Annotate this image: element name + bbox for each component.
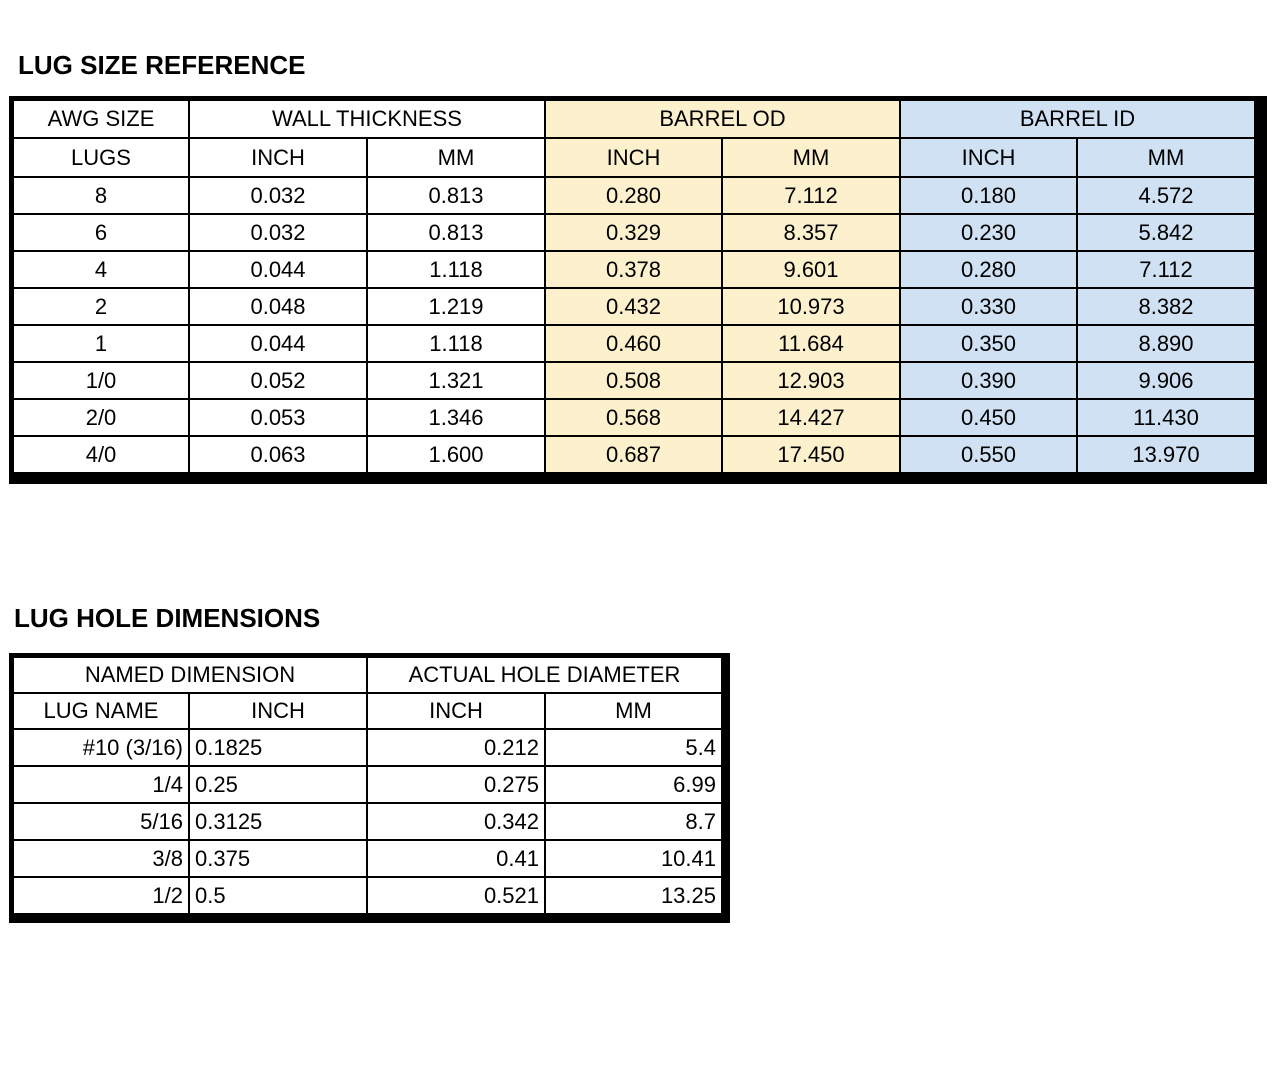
column-header-cell: LUG NAME xyxy=(14,694,188,728)
table-cell: 0.230 xyxy=(901,215,1076,250)
table-cell: 0.044 xyxy=(190,252,366,287)
table-cell: 0.41 xyxy=(368,841,544,876)
table-cell: 0.432 xyxy=(546,289,721,324)
column-header-cell: LUGS xyxy=(14,139,188,176)
table-cell: 2 xyxy=(14,289,188,324)
column-header-cell: INCH xyxy=(368,694,544,728)
group-header-cell: WALL THICKNESS xyxy=(190,101,544,137)
table-cell: 13.970 xyxy=(1078,437,1254,472)
table-cell: 10.973 xyxy=(723,289,899,324)
column-header-cell: INCH xyxy=(546,139,721,176)
table-cell: 0.052 xyxy=(190,363,366,398)
table-cell: 0.460 xyxy=(546,326,721,361)
table-cell: 11.684 xyxy=(723,326,899,361)
table-cell: 0.813 xyxy=(368,215,544,250)
table-cell: 1.118 xyxy=(368,326,544,361)
group-header-cell: ACTUAL HOLE DIAMETER xyxy=(368,658,721,692)
lug-hole-dimensions-table xyxy=(9,653,730,923)
table-cell: 0.687 xyxy=(546,437,721,472)
table-cell: 12.903 xyxy=(723,363,899,398)
table-cell: 11.430 xyxy=(1078,400,1254,435)
table-cell: 9.601 xyxy=(723,252,899,287)
table-cell: 0.032 xyxy=(190,178,366,213)
table-cell: 0.330 xyxy=(901,289,1076,324)
table-cell: 10.41 xyxy=(546,841,721,876)
table-cell: 0.813 xyxy=(368,178,544,213)
table-cell: 8 xyxy=(14,178,188,213)
column-header-cell: MM xyxy=(1078,139,1254,176)
table-cell: 0.053 xyxy=(190,400,366,435)
lug-size-reference-table xyxy=(9,96,1267,484)
table-cell: 0.044 xyxy=(190,326,366,361)
table-cell: 17.450 xyxy=(723,437,899,472)
table-cell: 1/2 xyxy=(14,878,188,913)
group-header-cell: BARREL OD xyxy=(546,101,899,137)
table-cell: 4.572 xyxy=(1078,178,1254,213)
table-cell: 0.390 xyxy=(901,363,1076,398)
table-cell: 0.280 xyxy=(546,178,721,213)
table-cell: 0.212 xyxy=(368,730,544,765)
table-cell: 4/0 xyxy=(14,437,188,472)
table-cell: 1.118 xyxy=(368,252,544,287)
group-header-cell: BARREL ID xyxy=(901,101,1254,137)
table-cell: 0.048 xyxy=(190,289,366,324)
table-cell: 0.275 xyxy=(368,767,544,802)
table-cell: 2/0 xyxy=(14,400,188,435)
table-cell: 0.550 xyxy=(901,437,1076,472)
column-header-cell: MM xyxy=(368,139,544,176)
table-cell: 7.112 xyxy=(1078,252,1254,287)
table-cell: 0.375 xyxy=(190,841,366,876)
table-cell: 6 xyxy=(14,215,188,250)
column-header-cell: MM xyxy=(546,694,721,728)
table-cell: 5.4 xyxy=(546,730,721,765)
table-cell: 5.842 xyxy=(1078,215,1254,250)
column-header-cell: INCH xyxy=(190,694,366,728)
table-cell: 1.219 xyxy=(368,289,544,324)
table-cell: 1 xyxy=(14,326,188,361)
table-cell: 5/16 xyxy=(14,804,188,839)
table-cell: 1/0 xyxy=(14,363,188,398)
table-cell: 1.346 xyxy=(368,400,544,435)
table-cell: 7.112 xyxy=(723,178,899,213)
table-cell: 0.508 xyxy=(546,363,721,398)
table-cell: 0.1825 xyxy=(190,730,366,765)
group-header-cell: AWG SIZE xyxy=(14,101,188,137)
table-cell: 0.521 xyxy=(368,878,544,913)
lug-size-reference-title: LUG SIZE REFERENCE xyxy=(18,50,306,80)
table-cell: 0.568 xyxy=(546,400,721,435)
table-cell: 8.7 xyxy=(546,804,721,839)
table-cell: 0.25 xyxy=(190,767,366,802)
table-cell: 8.890 xyxy=(1078,326,1254,361)
table-cell: 14.427 xyxy=(723,400,899,435)
table-cell: 1.321 xyxy=(368,363,544,398)
table-cell: 3/8 xyxy=(14,841,188,876)
table-cell: 0.280 xyxy=(901,252,1076,287)
table-cell: 9.906 xyxy=(1078,363,1254,398)
table-cell: 8.382 xyxy=(1078,289,1254,324)
column-header-cell: INCH xyxy=(190,139,366,176)
table-cell: 13.25 xyxy=(546,878,721,913)
table-cell: 0.342 xyxy=(368,804,544,839)
table-cell: 8.357 xyxy=(723,215,899,250)
column-header-cell: INCH xyxy=(901,139,1076,176)
table-cell: 0.5 xyxy=(190,878,366,913)
table-cell: 6.99 xyxy=(546,767,721,802)
table-cell: 1/4 xyxy=(14,767,188,802)
table-cell: 0.032 xyxy=(190,215,366,250)
table-cell: 0.063 xyxy=(190,437,366,472)
table-cell: 0.450 xyxy=(901,400,1076,435)
table-cell: 1.600 xyxy=(368,437,544,472)
table-cell: 0.350 xyxy=(901,326,1076,361)
table-cell: 0.378 xyxy=(546,252,721,287)
table-cell: 0.3125 xyxy=(190,804,366,839)
table-cell: 4 xyxy=(14,252,188,287)
table-cell: #10 (3/16) xyxy=(14,730,188,765)
table-cell: 0.329 xyxy=(546,215,721,250)
column-header-cell: MM xyxy=(723,139,899,176)
lug-hole-dimensions-title: LUG HOLE DIMENSIONS xyxy=(14,603,321,633)
table-cell: 0.180 xyxy=(901,178,1076,213)
group-header-cell: NAMED DIMENSION xyxy=(14,658,366,692)
